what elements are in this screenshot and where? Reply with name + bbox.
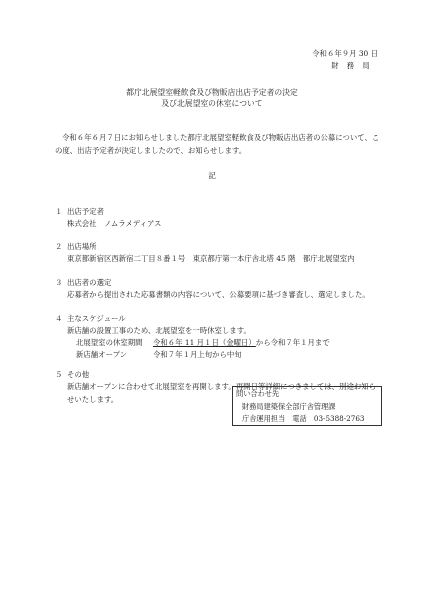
section-4-heading: 主なスケジュール — [67, 314, 126, 323]
section-1-heading: 出店予定者 — [67, 207, 104, 216]
closure-period-value — [153, 339, 330, 346]
issuing-bureau: 財務局 — [331, 61, 378, 70]
closure-start-date: 令和６年 11 月１日（金曜日） — [153, 338, 256, 347]
contact-header: 問い合わせ先 — [236, 389, 280, 398]
closure-end: から令和７年１月まで — [255, 338, 330, 347]
document-title-line-2: 及び北展望室の休室について — [161, 99, 263, 108]
new-store-opening-label: 新店舗オープン — [76, 350, 128, 359]
document-title-line-1: 都庁北展望室軽飲食及び物販店出店予定者の決定 — [126, 88, 298, 97]
section-2-number: ２ — [55, 242, 63, 251]
section-4-number: ４ — [55, 314, 63, 323]
closure-period-label: 北展望室の休室期間 — [76, 338, 143, 347]
section-1-content: 株式会社 ノムラメディアス — [67, 219, 162, 228]
section-3-content: 応募者から提出された応募書類の内容について、公募要項に基づき審査し、選定しました。 — [67, 290, 370, 299]
section-2-heading: 出店場所 — [67, 242, 97, 251]
section-5-content: 新店舗オープンに合わせて北展望室を再開します。再開日等詳細につきましては、別途お知らせいたします。 — [67, 382, 377, 404]
intro-paragraph: 令和６年６月７日にお知らせしました都庁北展望室軽飲食及び物販店出店者の公募について、この度、出店予定者が決定しましたので、お知らせします。 — [55, 133, 380, 155]
section-1-number: １ — [55, 207, 63, 216]
issue-date: 令和６年９月 30 日 — [312, 49, 378, 58]
ki-marker: 記 — [208, 171, 216, 180]
section-5-number: ５ — [55, 370, 63, 379]
contact-box — [232, 386, 382, 426]
contact-department: 財務局建築保全部庁舎管理課 — [242, 402, 336, 411]
section-4-content: 新店舗の設置工事のため、北展望室を一時休室します。 — [67, 326, 251, 335]
section-2-content: 東京都新宿区西新宿二丁目８番１号 東京都庁第一本庁舎北塔 45 階 都庁北展望室内 — [67, 254, 355, 263]
section-5-heading: その他 — [67, 370, 90, 379]
contact-phone: 庁舎運用担当 電話 03-5388-2763 — [242, 414, 365, 423]
section-3-number: ３ — [55, 278, 63, 287]
new-store-opening-value: 令和７年１月上旬から中旬 — [153, 350, 242, 359]
section-3-heading: 出店者の選定 — [67, 278, 112, 287]
